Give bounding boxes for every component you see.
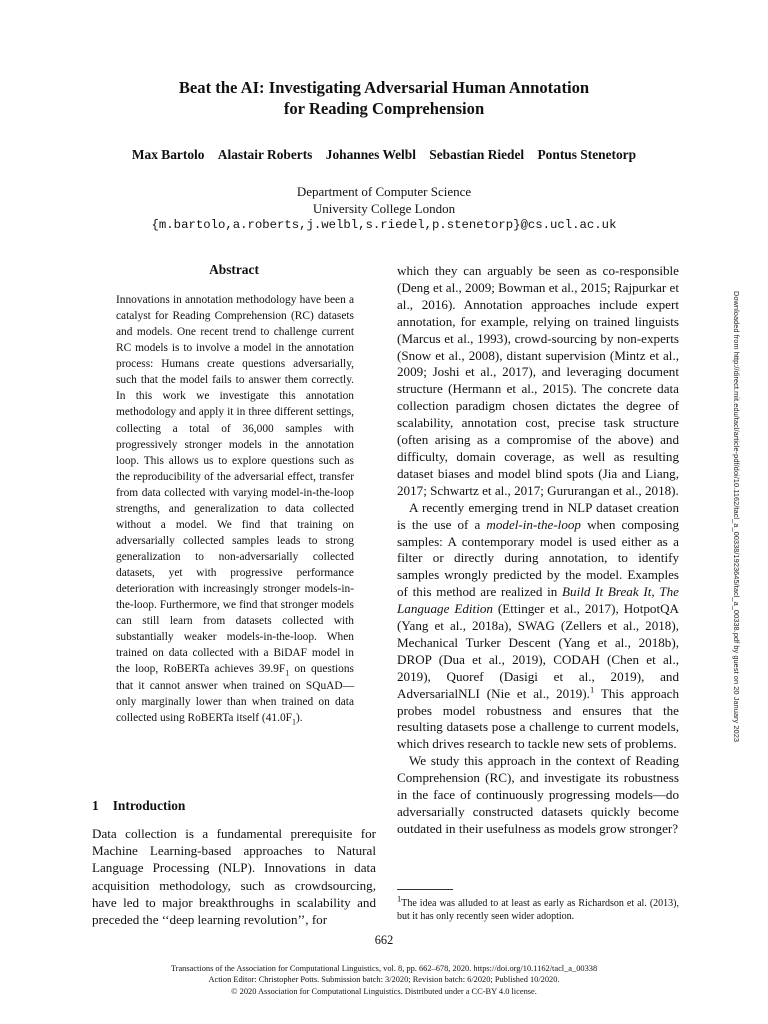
journal-footer — [40, 963, 728, 997]
author: Sebastian Riedel — [429, 147, 525, 162]
footnote-mark: 1 — [397, 893, 402, 904]
author: Alastair Roberts — [217, 147, 313, 162]
footer-editor: Action Editor: Christopher Potts. Submission batch: 3/2020; Revision batch: 6/2020; Published 10/2020. — [208, 975, 560, 985]
footer-license: © 2020 Association for Computational Linguistics. Distributed under a CC-BY 4.0 license. — [231, 986, 537, 996]
emphasis: model-in-the-loop — [486, 516, 581, 532]
paragraph-text: (Ettinger et al., 2017), HotpotQA (Yang et al., 2018a), SWAG (Zellers et al., 2018), Mechanical Turker Descent (Yang et al., 2018b), DROP (Dua et al., 2019), CODAH (Chen et al., 2019), Quoref (Dasigi et al., 2019), and AdversarialNLI (Nie et al., 2019). — [397, 601, 680, 701]
abstract-text: Innovations in annotation methodology have been a catalyst for Reading Comprehension (RC) datasets and models. One recent trend to challenge current RC models is to involve a model in the annotation process: Humans create questions adversarially, such that the model fails to answer them correctly. In this work we investigate this annotation methodology and apply it in three different settings, collecting a total of 36,000 samples with progressively stronger models in the annotation loop. This allows us to explore questions such as the reproducibility of the adversarial effect, transfer from data collected with varying model-in-the-loop strengths, and generalization to data collected without a model. We find that training on adversarially collected samples leads to strong generalization to non-adversarially collected datasets, yet with progressive performance deterioration with increasingly stronger models-in-the-loop. Furthermore, we find that stronger models can still learn from datasets collected with substantially weaker models-in-the-loop. When trained on data collected with a BiDAF model in the loop, RoBERTa achieves 39.9F — [116, 294, 354, 676]
section-number: 1 — [92, 798, 99, 813]
subscript: 1 — [285, 668, 290, 678]
footnote-divider — [397, 889, 453, 890]
intro-paragraph: Data collection is a fundamental prerequisite for Machine Learning-based approaches to Natural Language Processing (NLP). Innovations in data acquisition methodology, such as crowdsourcing, have led to major breakthroughs in scalability and preceded the ‘‘deep learning revolution’’, for — [92, 826, 376, 928]
paragraph — [397, 500, 679, 754]
paragraph: which they can arguably be seen as co-responsible (Deng et al., 2009; Bowman et al., 2015; Rajpurkar et al., 2016). Annotation approaches include expert annotation, for example, relying on trained linguists (Marcus et al., 1993), crowd-sourcing by non-experts (Snow et al., 2008), distant supervision (Mintz et al., 2009; Joshi et al., 2017), and leveraging document structure (Hermann et al., 2015). The concrete data collection paradigm chosen dictates the degree of scalability, annotation cost, precise task structure (often arising as a compromise of the above) and difficulty, domain coverage, as well as resulting dataset biases and model blind spots (Jia and Liang, 2017; Schwartz et al., 2017; Gururangan et al., 2018). — [397, 263, 679, 498]
footnote-marker[interactable]: 1 — [589, 684, 595, 695]
affiliation — [40, 184, 728, 234]
subscript: 1 — [292, 716, 296, 726]
author-list — [40, 147, 728, 163]
title-line-2: for Reading Comprehension — [283, 99, 485, 118]
paragraph-text: This approach probes model robustness and ensures that the resulting datasets pose a challenge to current models, which drives research to tackle new sets of problems. — [397, 685, 679, 752]
download-watermark-text: Downloaded from http://direct.mit.edu/tacl/article-pdf/doi/10.1162/tacl_a_00338/1923645/tacl_a_00338.pdf by guest on 20 January 2023 — [732, 291, 741, 743]
footnote-text: The idea was alluded to at least as early as Richardson et al. (2013), but it has only recently seen wider adoption. — [397, 898, 679, 922]
section-title: Introduction — [112, 798, 186, 813]
author: Max Bartolo — [131, 147, 205, 162]
abstract-text: on questions that it cannot answer when trained on SQuAD—only marginally lower than when trained on data collected using RoBERTa itself (41.0F — [116, 663, 354, 724]
paragraph-text: when composing samples: A contemporary model is used either as a filter or directly during annotation, to identify samples wrongly predicted by the model. Examples of this method are realized in — [397, 516, 679, 600]
university: University College London — [312, 200, 456, 216]
right-column — [397, 263, 679, 838]
author: Johannes Welbl — [325, 147, 416, 162]
author: Pontus Stenetorp — [537, 147, 637, 162]
footnote — [397, 893, 679, 923]
download-watermark — [729, 291, 741, 1001]
title-line-1: Beat the AI: Investigating Adversarial Human Annotation — [178, 78, 590, 97]
author-emails: {m.bartolo,a.roberts,j.welbl,s.riedel,p.stenetorp}@cs.ucl.ac.uk — [151, 218, 617, 232]
abstract-heading: Abstract — [209, 262, 259, 277]
page-number: 662 — [374, 933, 394, 947]
paper-title — [40, 77, 728, 119]
department: Department of Computer Science — [296, 184, 472, 199]
paragraph: We study this approach in the context of Reading Comprehension (RC), and investigate its robustness in the face of continuously progressing models—do adversarially constructed datasets quickly become outdated in their usefulness as models grow stronger? — [397, 753, 679, 836]
footer-citation: Transactions of the Association for Computational Linguistics, vol. 8, pp. 662–678, 2020. https://doi.org/10.1162/tacl_a_00338 — [170, 964, 598, 973]
paragraph-text: A recently emerging trend in NLP dataset creation is the use of a — [397, 499, 679, 532]
section-heading-introduction — [92, 798, 185, 814]
abstract-text: ). — [296, 711, 303, 724]
emphasis: Build It Break It, The Language Edition — [397, 584, 679, 617]
abstract-body — [116, 292, 354, 726]
